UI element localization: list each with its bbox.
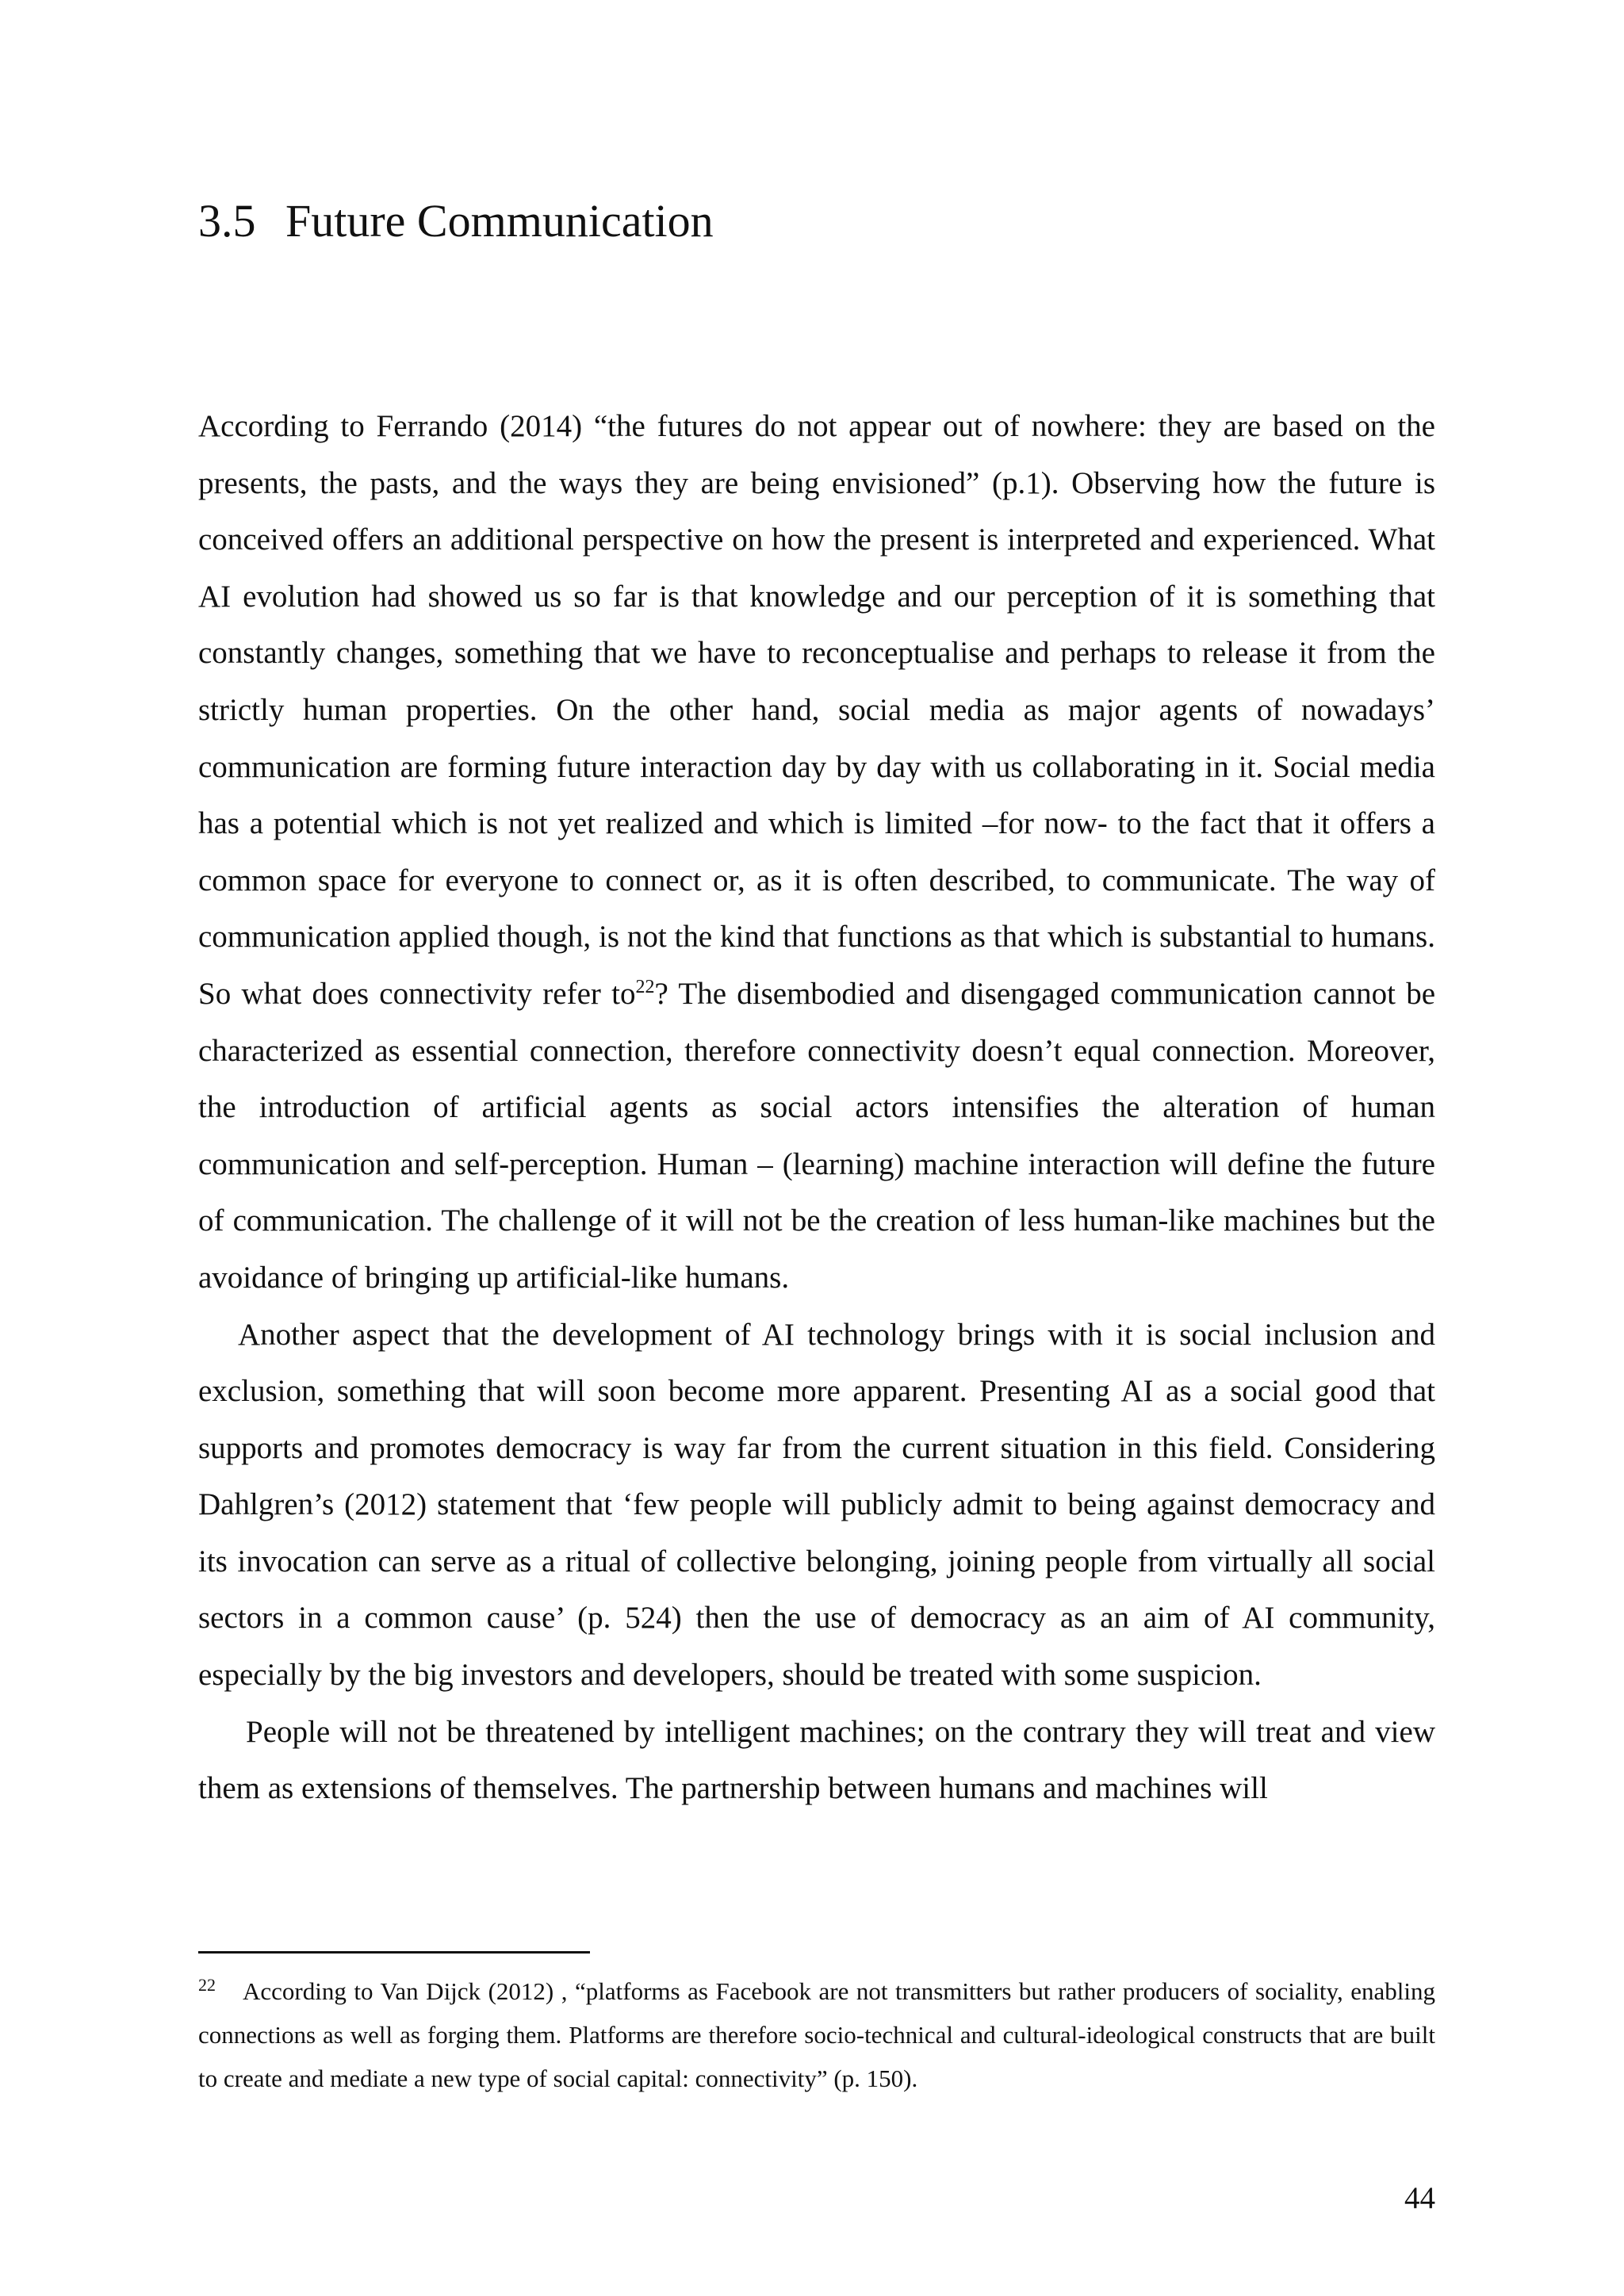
- paragraph-2: Another aspect that the development of AI technology brings with it is social inclusion and exclusion, something that will soon become more apparent. Presenting AI as a social good that supports and promotes democracy is way far from the current situation in this field. Considering Dahlgren’s (2012) statement that ‘few people will publicly admit to being against democracy and its invocation can serve as a ritual of collective belonging, joining people from virtually all social sectors in a common cause’ (p. 524) then the use of democracy as an aim of AI community, especially by the big investors and developers, should be treated with some suspicion.: [198, 1317, 1435, 1693]
- page-number: 44: [1404, 2181, 1435, 2215]
- paragraph-3: People will not be threatened by intelligent machines; on the contrary they will treat and view them as extensions of themselves. The partnership between humans and machines will: [198, 1714, 1435, 1806]
- footnote-separator: [198, 1951, 590, 1954]
- paragraph-1-before: According to Ferrando (2014) “the futures do not appear out of nowhere: they are based on the presents, the pasts, and the ways they are being envisioned” (p.1). Observing how the future is conceived offers an additional perspective on how the present is interpreted and experienced. What AI evolution had showed us so far is that knowledge and our perception of it is something that constantly changes, something that we have to reconceptualise and perhaps to release it from the strictly human properties. On the other hand, social media as major agents of nowadays’ communication are forming future interaction day by day with us collaborating in it. Social media has a potential which is not yet realized and which is limited –for now- to the fact that it offers a common space for everyone to connect or, as it is often described, to communicate. The way of communication applied though, is not the kind that functions as that which is substantial to humans. So what does connectivity refer to: [198, 409, 1435, 1011]
- footnote: [198, 1969, 1435, 2100]
- paragraph-1-after: ? The disembodied and disengaged communication cannot be characterized as essential connection, therefore connectivity doesn’t equal connection. Moreover, the introduction of artificial agents as social actors intensifies the alteration of human communication and self-perception. Human – (learning) machine interaction will define the future of communication. The challenge of it will not be the creation of less human-like machines but the avoidance of bringing up artificial-like humans.: [198, 976, 1435, 1295]
- section-title: Future Communication: [285, 195, 714, 247]
- section-heading: [198, 193, 714, 249]
- paragraph-1: [198, 398, 1435, 1307]
- section-number: 3.5: [198, 195, 256, 247]
- footnote-number: 22: [198, 1974, 216, 1995]
- footnote-text: According to Van Dijck (2012) , “platforms as Facebook are not transmitters but rather producers of sociality, enabling connections as well as forging them. Platforms are therefore socio-technical and cultural-ideological constructs that are built to create and mediate a new type of social capital: connectivity” (p. 150).: [198, 1977, 1435, 2092]
- body-text: [198, 398, 1435, 1817]
- footnote-reference[interactable]: 22: [635, 976, 655, 997]
